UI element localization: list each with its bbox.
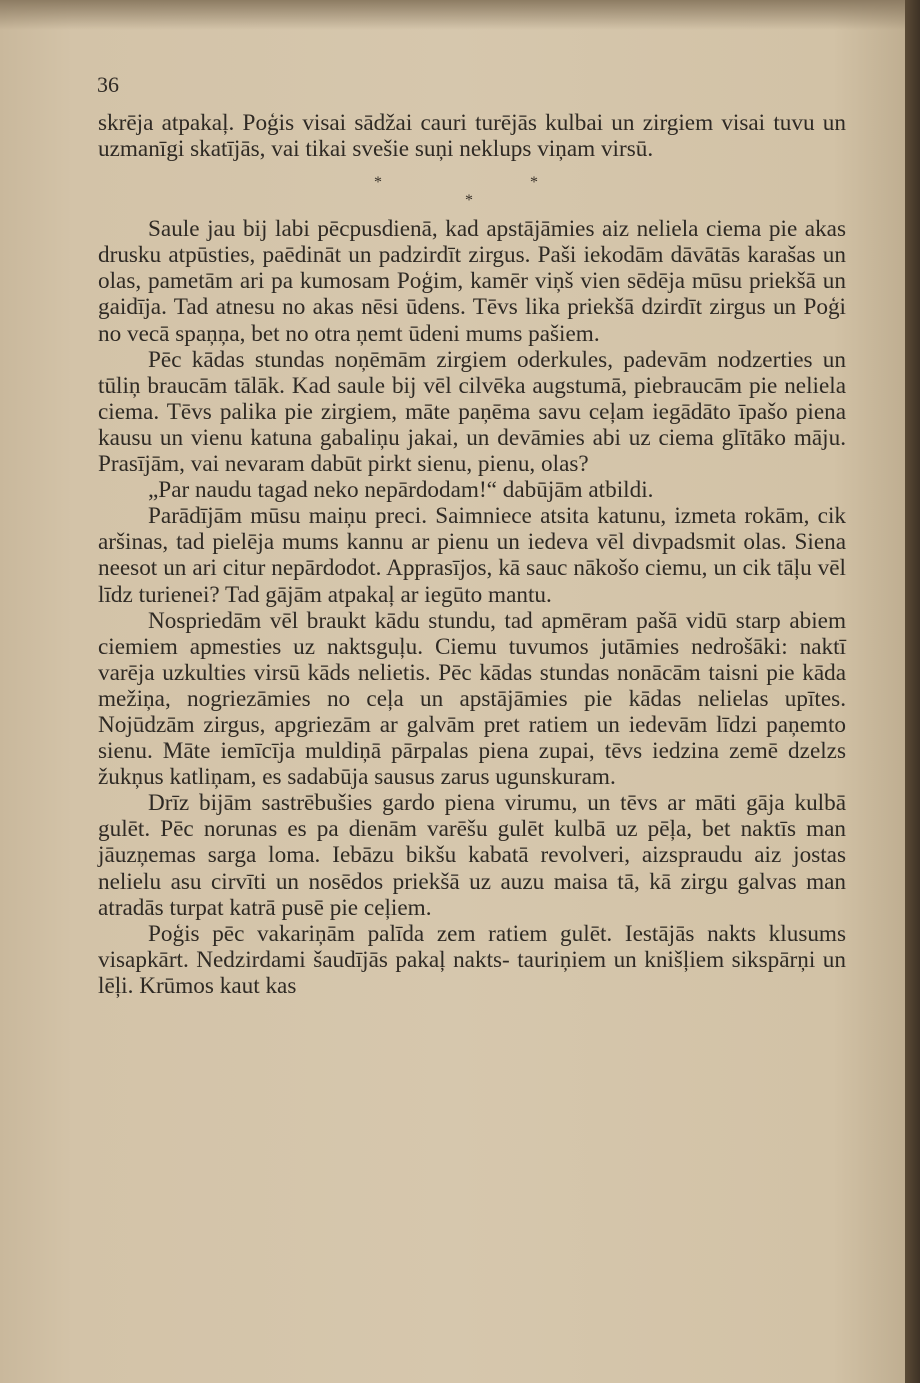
paragraph: Pēc kādas stundas noņēmām zirgiem oderkules, padevām nodzerties un tūliņ braucām tālāk. Kad saule bij vēl cilvēka augstumā, piebraucām pie neliela ciema. Tēvs palika pie zirgiem, māte paņēma savu ceļam iegādāto īpašo piena kausu un vienu katuna gabaliņu jakai, un devāmies abi uz ciema glītāko māju. Prasījām, vai nevaram dabūt pirkt sienu, pienu, olas? bbox=[98, 346, 846, 478]
paragraph: Poģis pēc vakariņām palīda zem ratiem gulēt. Iestājās nakts klusums visapkārt. Nedzirdami šaudījās pakaļ nakts- tauriņiem un knišļiem sikspārņi un lēļi. Krūmos kaut kas bbox=[98, 920, 846, 999]
separator-star: * bbox=[465, 192, 473, 210]
separator-star: * bbox=[530, 174, 538, 192]
page-number: 36 bbox=[97, 72, 119, 97]
paragraph: Saule jau bij labi pēcpusdienā, kad apstājāmies aiz neliela ciema pie akas drusku atpūsties, paēdināt un padzirdīt zirgus. Paši iekodām dāvātās karašas un olas, pametām ari pa kumosam Poģim, kamēr viņš vien sēdēja mūsu priekšā un gaidīja. Tad atnesu no akas nēsi ūdens. Tēvs lika priekšā dzirdīt zirgus un Poģi no vecā spaņņa, bet no otra ņemt ūdeni mums pašiem. bbox=[98, 216, 846, 347]
paragraph: Parādījām mūsu maiņu preci. Saimniece atsita katunu, izmeta rokām, cik aršinas, tad pielēja mums kannu ar pienu un iedeva vēl divpadsmit olas. Siena neesot un ari citur nepārdodot. Apprasījos, kā sauc nākošo ciemu, un cik tāļu vēl līdz turienei? Tad gājām atpakaļ ar iegūto mantu. bbox=[98, 503, 846, 608]
paragraph: Nospriedām vēl braukt kādu stundu, tad apmēram pašā vidū starp abiem ciemiem apmesties uz naktsguļu. Ciemu tuvumos jutāmies nedrošāki: naktī varēja uzkulties virsū kāds nelietis. Pēc kādas stundas nonācām taisni pie kāda mežiņa, nogriezāmies no ceļa un apstājāmies pie kādas nelielas upītes. Nojūdzām zirgus, apgriezām ar galvām pret ratiem un iedevām līdzi paņemto sienu. Māte iemīcīja muldiņā pārpalas piena zupai, tēvs iedzina zemē dzelzs žukņus katliņam, es sadabūja sausus zarus ugunskuram. bbox=[98, 607, 846, 791]
separator-star: * bbox=[374, 174, 382, 192]
paragraph: skrēja atpakaļ. Poģis visai sādžai cauri turējās kulbai un zirgiem visai tuvu un uzmanīgi skatījās, vai tikai svešie suņi neklups viņam virsū. bbox=[98, 110, 846, 163]
book-spine-edge bbox=[905, 0, 920, 1383]
section-separator bbox=[98, 162, 846, 216]
paragraph: „Par naudu tagad neko nepārdodam!“ dabūjām atbildi. bbox=[148, 477, 654, 504]
body-text bbox=[98, 110, 846, 999]
page-top-shadow bbox=[0, 0, 905, 30]
paragraph: Drīz bijām sastrēbušies gardo piena virumu, un tēvs ar māti gāja kulbā gulēt. Pēc norunas es pa dienām varēšu gulēt kulbā uz pēļa, bet naktīs man jāuzņemas sarga loma. Iebāzu bikšu kabatā revolveri, aizspraudu aiz jostas nelielu asu cirvīti un nosēdos priekšā uz auzu maisa tā, kā zirgu galvas man atradās turpat katrā pusē pie ceļiem. bbox=[98, 790, 846, 921]
